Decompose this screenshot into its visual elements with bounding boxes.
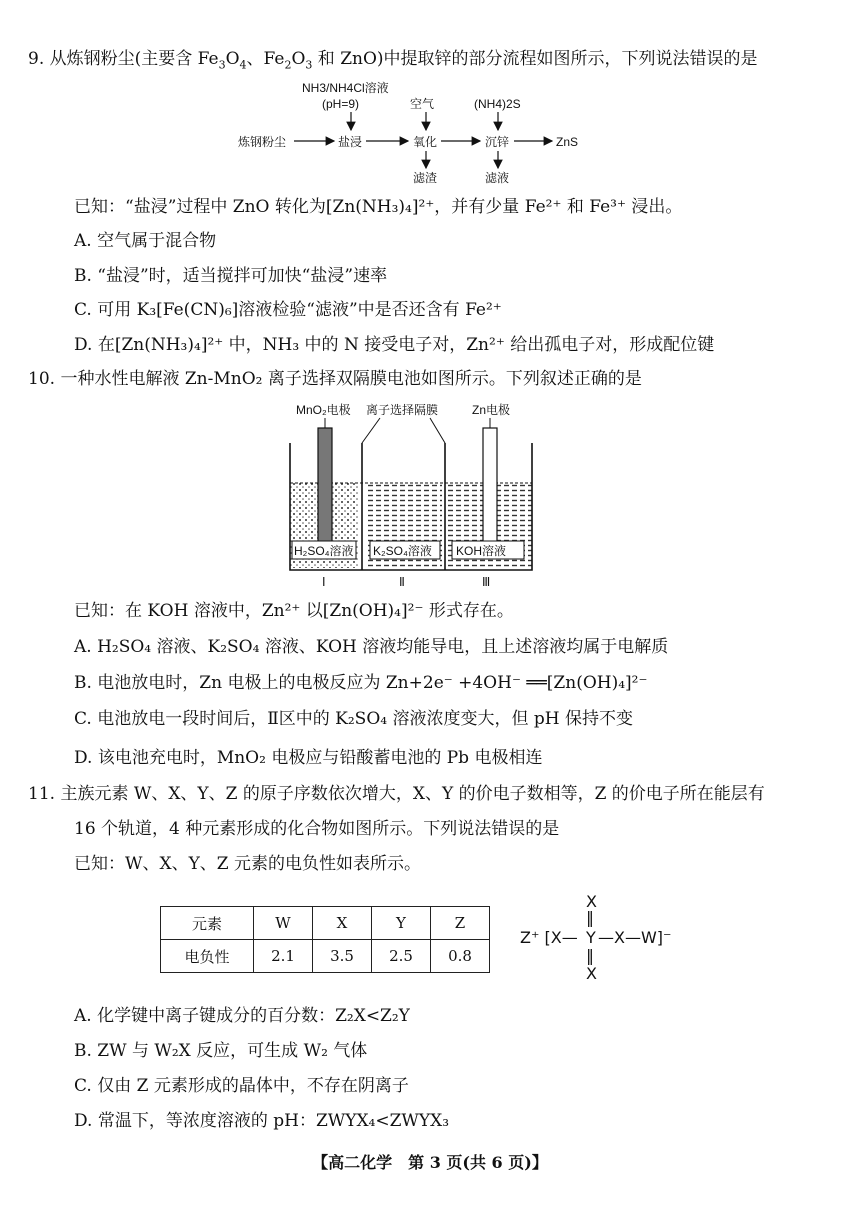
- structure-top-bond: ‖: [586, 908, 594, 927]
- q9-option-b: B. “盐浸”时，适当搅拌可加快“盐浸”速率: [74, 266, 388, 286]
- structure-left: Z⁺ [X—: [520, 928, 578, 947]
- flow-start: 炼钢粉尘: [238, 135, 287, 149]
- page-footer: 【高二化学 第 3 页(共 6 页)】: [312, 1153, 548, 1172]
- q9-option-a: A. 空气属于混合物: [74, 231, 217, 251]
- table-row: [161, 940, 490, 973]
- q10-option-d: D. 该电池充电时，MnO₂ 电极应与铅酸蓄电池的 Pb 电极相连: [74, 748, 543, 768]
- label-mno2-electrode: MnO₂电极: [296, 403, 351, 417]
- q10-option-c: C. 电池放电一段时间后，Ⅱ区中的 K₂SO₄ 溶液浓度变大，但 pH 保持不变: [74, 709, 633, 729]
- q9-option-c: C. 可用 K₃[Fe(CN)₆]溶液检验“滤液”中是否还含有 Fe²⁺: [74, 300, 502, 320]
- table-header-cell: X: [313, 907, 372, 940]
- q11-stem-line2: 16 个轨道，4 种元素形成的化合物如图所示。下列说法错误的是: [74, 819, 560, 839]
- label-solution-3: KOH溶液: [456, 544, 507, 558]
- table-cell: 2.1: [254, 940, 313, 973]
- flow-step1: 盐浸: [338, 135, 363, 149]
- flow-step2: 氧化: [413, 135, 438, 149]
- compound-structure: [520, 892, 720, 984]
- table-header-row: [161, 907, 490, 940]
- label-solution-2: K₂SO₄溶液: [373, 544, 432, 558]
- q11-option-a: A. 化学键中离子键成分的百分数：Z₂X<Z₂Y: [74, 1006, 410, 1026]
- label-region-3: Ⅲ: [482, 575, 491, 588]
- structure-top-x: X: [586, 892, 597, 911]
- label-solution-1: H₂SO₄溶液: [294, 544, 354, 558]
- label-zn-electrode: Zn电极: [472, 403, 511, 417]
- q11-option-c: C. 仅由 Z 元素形成的晶体中，不存在阴离子: [74, 1076, 409, 1096]
- structure-bottom-x: X: [586, 964, 597, 983]
- q10-stem: 10. 一种水性电解液 Zn-MnO₂ 离子选择双隔膜电池如图所示。下列叙述正确的是: [28, 369, 642, 389]
- q10-battery-diagram: [280, 398, 550, 588]
- table-cell: 2.5: [372, 940, 431, 973]
- q11-stem-line1: 11. 主族元素 W、X、Y、Z 的原子序数依次增大，X、Y 的价电子数相等，Z 的价电子所在能层有: [28, 784, 765, 804]
- q9-flow-diagram: [230, 78, 610, 188]
- q10-option-b: B. 电池放电时，Zn 电极上的电极反应为 Zn+2e⁻ +4OH⁻ ══[Zn(OH)₄]²⁻: [74, 673, 648, 693]
- table-header-cell: Y: [372, 907, 431, 940]
- q9-known: 已知：“盐浸”过程中 ZnO 转化为[Zn(NH₃)₄]²⁺，并有少量 Fe²⁺ 和 Fe³⁺ 浸出。: [74, 197, 683, 217]
- table-header-cell: 元素: [161, 907, 254, 940]
- label-region-1: Ⅰ: [322, 575, 326, 588]
- q9-option-d: D. 在[Zn(NH₃)₄]²⁺ 中，NH₃ 中的 N 接受电子对，Zn²⁺ 给出孤电子对，形成配位键: [74, 335, 715, 355]
- flow-reagent1-line1: NH3/NH4Cl溶液: [302, 81, 389, 95]
- table-header-cell: W: [254, 907, 313, 940]
- flow-step3: 沉锌: [485, 135, 510, 149]
- table-header-cell: Z: [431, 907, 490, 940]
- flow-out2: 滤渣: [413, 171, 438, 185]
- structure-bottom-bond: ‖: [586, 946, 594, 965]
- electronegativity-table: [160, 906, 490, 973]
- label-membrane: 离子选择隔膜: [366, 403, 439, 417]
- flow-product: ZnS: [556, 135, 579, 149]
- flow-reagent2: 空气: [410, 97, 435, 111]
- table-cell: 3.5: [313, 940, 372, 973]
- structure-right: —X—W]⁻: [598, 928, 672, 947]
- flow-reagent1-line2: (pH=9): [322, 97, 360, 111]
- q10-option-a: A. H₂SO₄ 溶液、K₂SO₄ 溶液、KOH 溶液均能导电，且上述溶液均属于电解质: [74, 637, 669, 657]
- q11-known: 已知：W、X、Y、Z 元素的电负性如表所示。: [74, 854, 422, 874]
- flow-reagent3: (NH4)2S: [474, 97, 521, 111]
- q10-known: 已知：在 KOH 溶液中，Zn²⁺ 以[Zn(OH)₄]²⁻ 形式存在。: [74, 601, 514, 621]
- q11-option-d: D. 常温下，等浓度溶液的 pH：ZWYX₄<ZWYX₃: [74, 1111, 450, 1131]
- table-cell: 0.8: [431, 940, 490, 973]
- flow-out3: 滤液: [485, 171, 510, 185]
- table-row-label: 电负性: [161, 940, 254, 973]
- label-region-2: Ⅱ: [399, 575, 405, 588]
- structure-center-y: Y: [586, 928, 596, 947]
- q9-stem: 9. 从炼钢粉尘(主要含 $Fe_3O_4$、$Fe_2O_3$ 和 ZnO)中提取锌的部分流程如图所示，下列说法错误的是: [28, 49, 758, 72]
- q11-option-b: B. ZW 与 W₂X 反应，可生成 W₂ 气体: [74, 1041, 368, 1061]
